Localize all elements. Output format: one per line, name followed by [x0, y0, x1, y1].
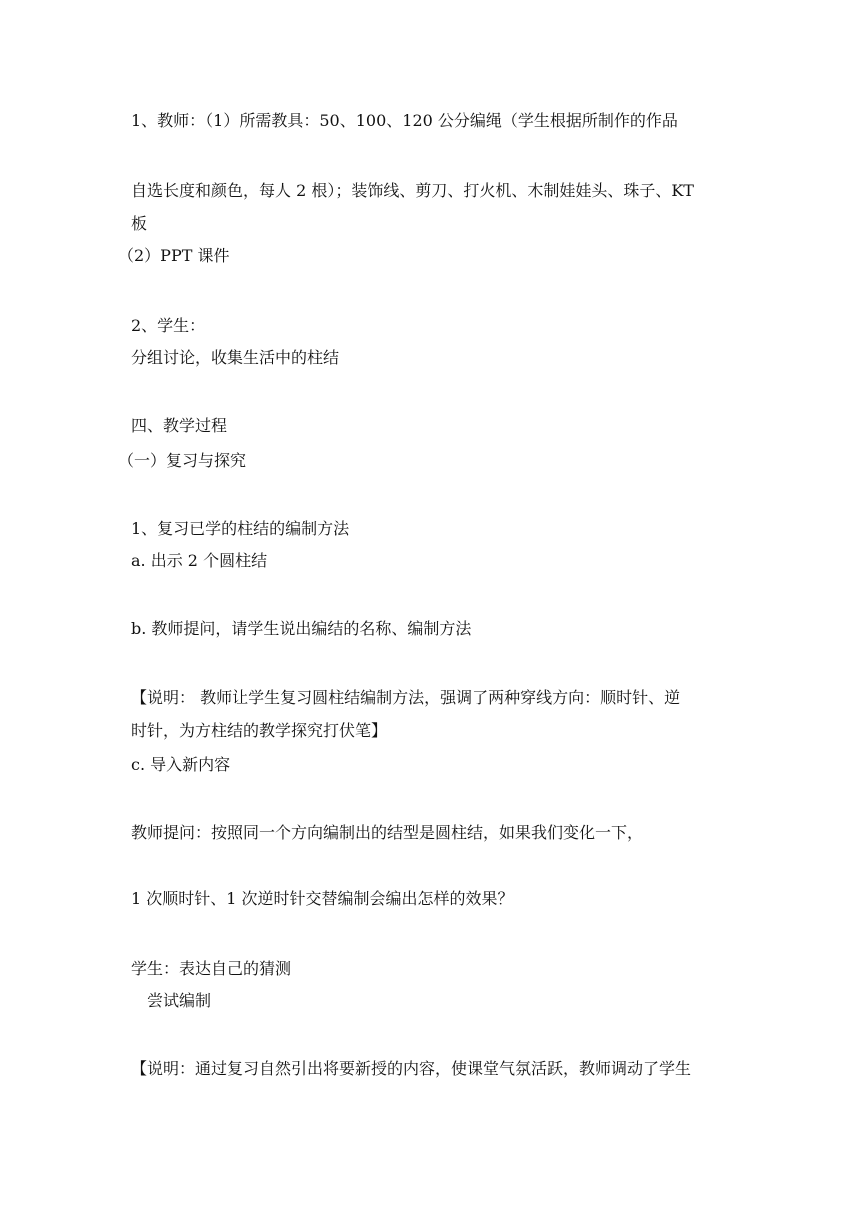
student-task-line: 分组讨论，收集生活中的柱结 [131, 348, 340, 367]
teacher-question-continuation: 1 次顺时针、1 次逆时针交替编制会编出怎样的效果？ [131, 889, 514, 908]
list-item-b: b. 教师提问，请学生说出编结的名称、编制方法 [131, 619, 472, 638]
student-attempt-line: 尝试编制 [147, 991, 212, 1010]
list-item-a: a. 出示 2 个圆柱结 [131, 551, 268, 570]
ppt-courseware-line: （2）PPT 课件 [118, 246, 230, 265]
materials-continuation-line: 自选长度和颜色，每人 2 根）；装饰线、剪刀、打火机、木制娃娃头、珠子、KT [131, 181, 694, 200]
note-line-1: 【说明： 教师让学生复习圆柱结编制方法，强调了两种穿线方向：顺时针、逆 [131, 688, 681, 707]
student-heading: 2、学生： [131, 316, 206, 335]
list-item-c: c. 导入新内容 [131, 755, 231, 774]
student-response-line: 学生：表达自己的猜测 [131, 959, 292, 978]
subsection-heading: （一）复习与探究 [118, 451, 247, 470]
final-note-line: 【说明：通过复习自然引出将要新授的内容，使课堂气氛活跃，教师调动了学生 [131, 1059, 692, 1078]
note-line-2: 时针，为方柱结的教学探究打伏笔】 [131, 721, 388, 740]
teacher-materials-line: 1、教师：（1）所需教具：50、100、120 公分编绳（学生根据所制作的作品 [131, 111, 678, 130]
review-step-line: 1、复习已学的柱结的编制方法 [131, 519, 350, 538]
teacher-question-line: 教师提问：按照同一个方向编制出的结型是圆柱结，如果我们变化一下， [131, 823, 644, 842]
materials-end-line: 板 [131, 214, 148, 233]
section-heading: 四、教学过程 [131, 416, 228, 435]
